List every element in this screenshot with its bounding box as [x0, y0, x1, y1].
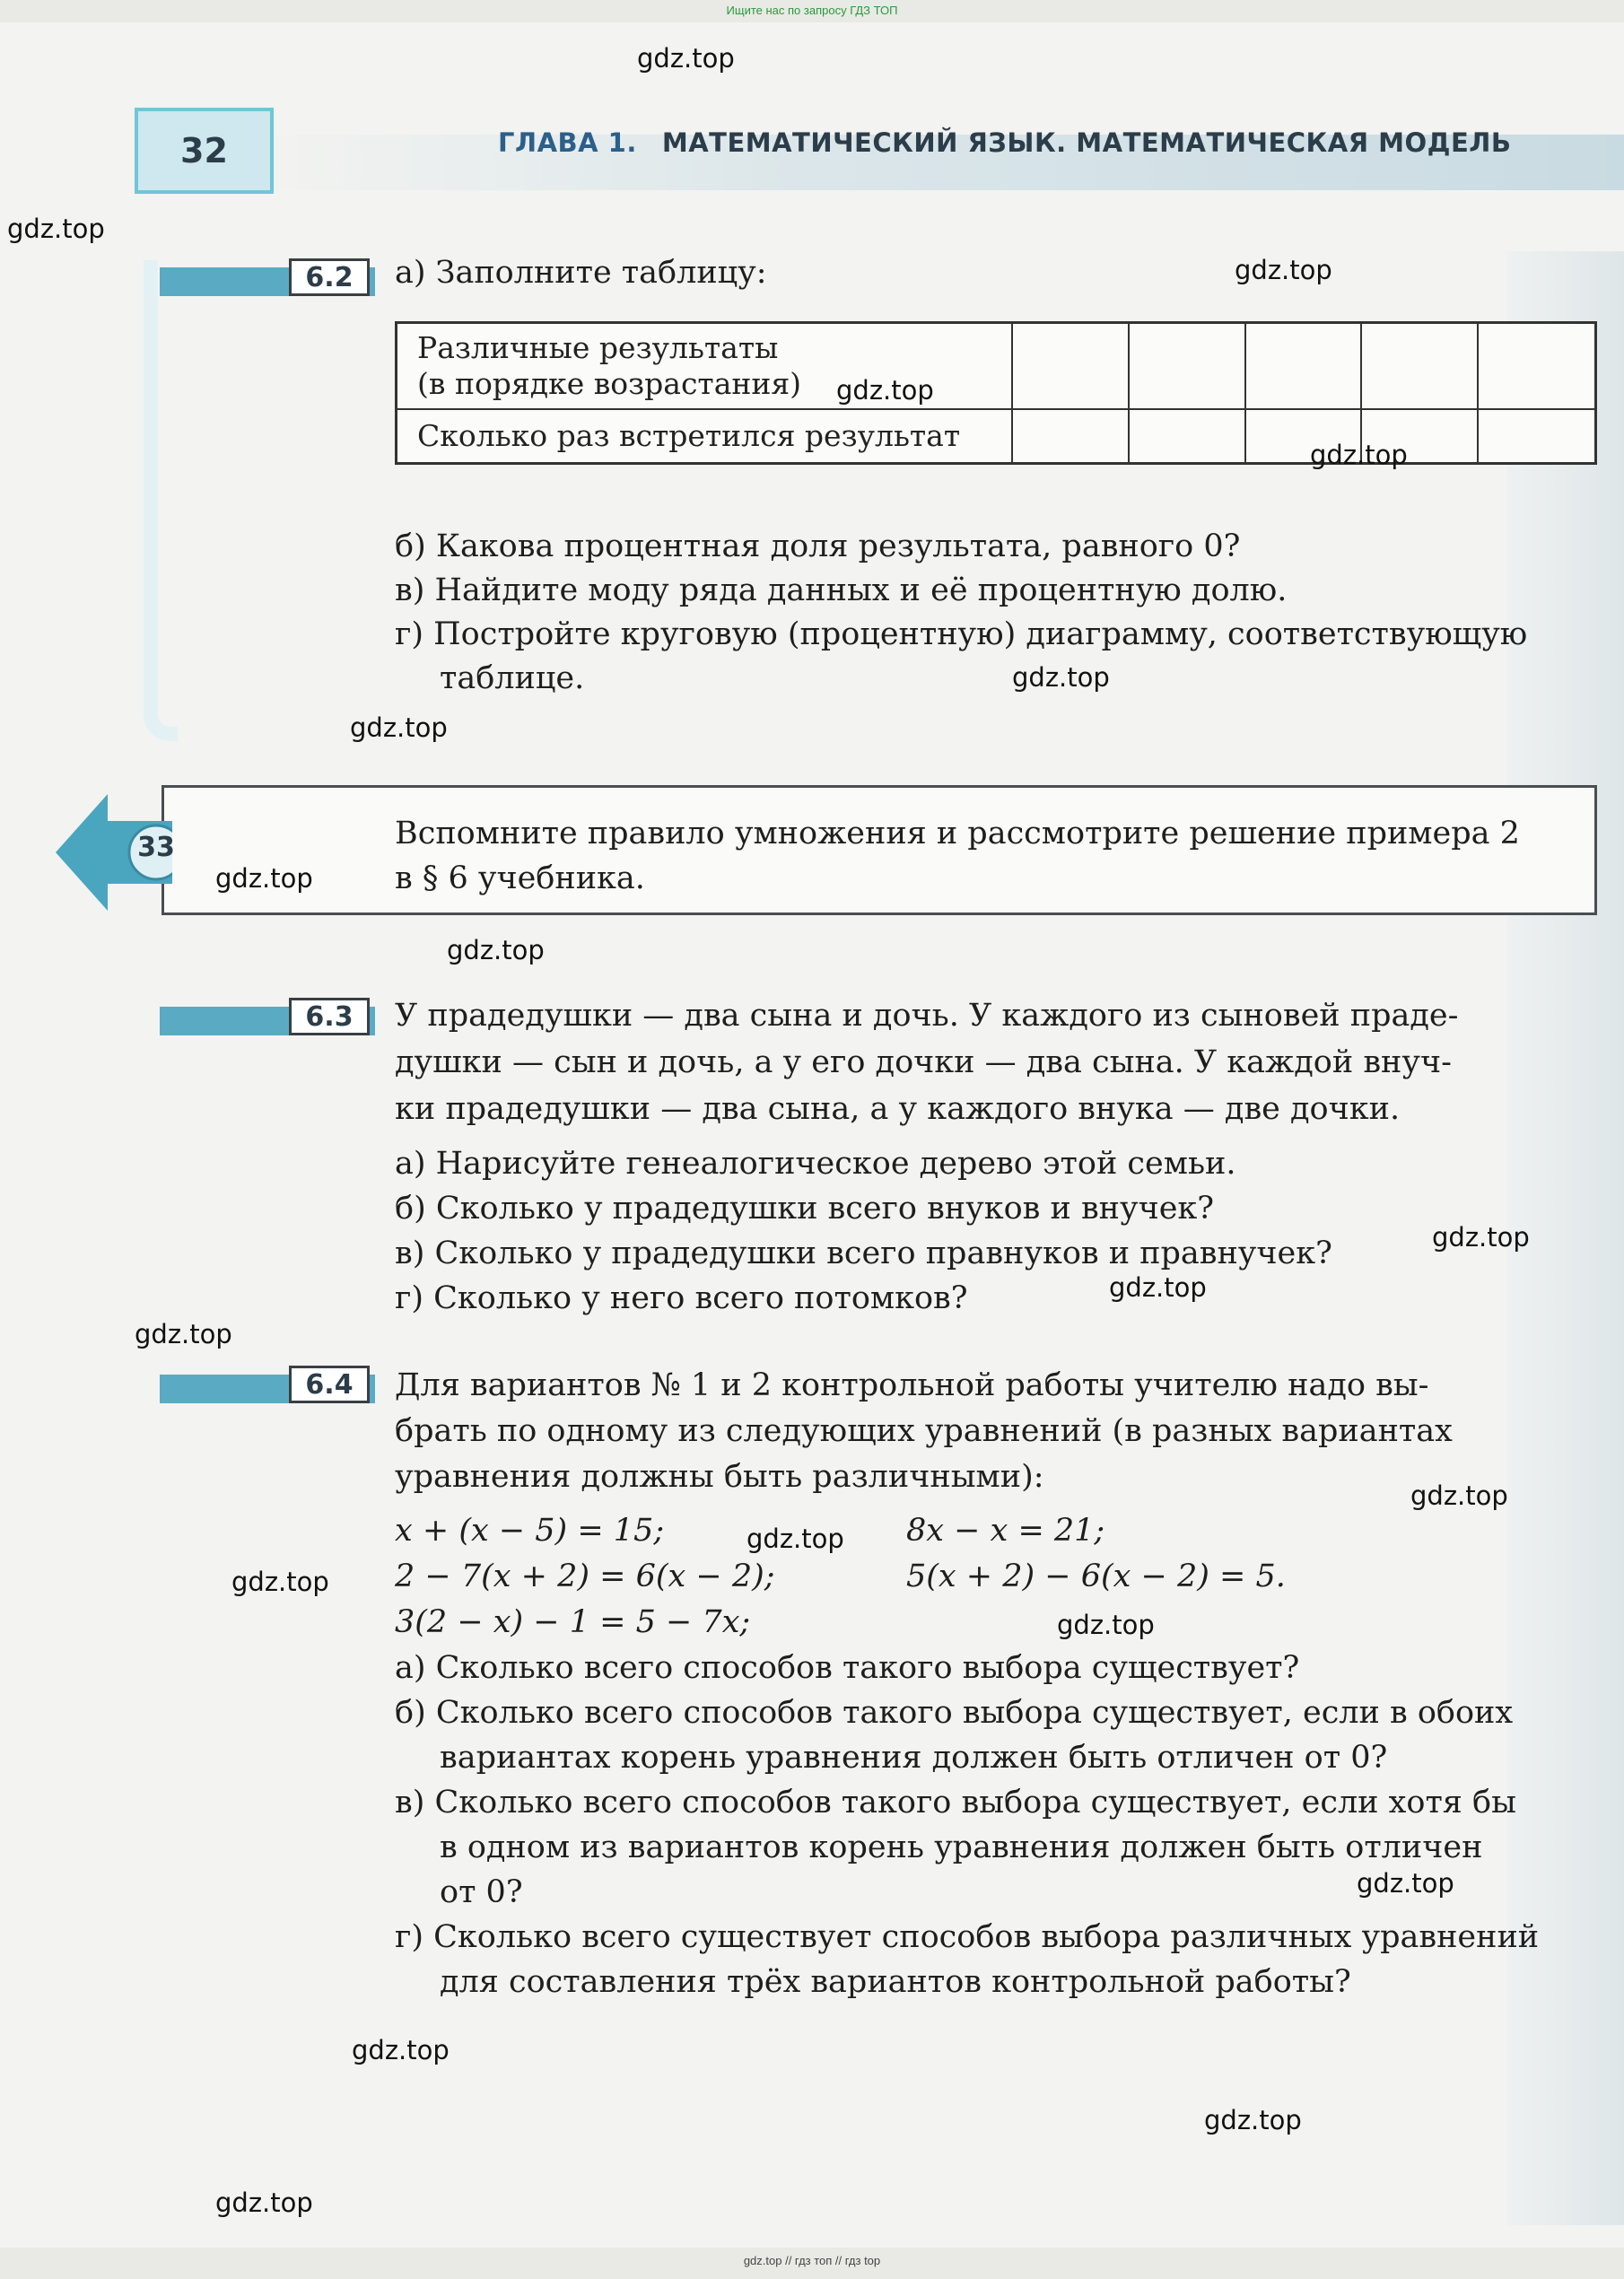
- watermark: gdz.top: [1357, 1868, 1454, 1899]
- exercise-text: в) Сколько у прадедушки всего правнуков и правнучек?: [395, 1236, 1332, 1271]
- equation: 8x − x = 21;: [906, 1513, 1105, 1549]
- exercise-text: ки прадедушки — два сына, а у каждого внука — две дочки.: [395, 1091, 1401, 1127]
- table-cell: [1012, 323, 1129, 409]
- reference-page-number: 33: [137, 832, 175, 863]
- chapter-heading: [498, 127, 1511, 158]
- exercise-text: б) Какова процентная доля результата, равного 0?: [395, 528, 1241, 564]
- watermark: gdz.top: [352, 2035, 450, 2065]
- bottom-note: gdz.top // гдз топ // гдз top: [743, 2254, 881, 2267]
- watermark: gdz.top: [1235, 255, 1332, 285]
- chapter-title: МАТЕМАТИЧЕСКИЙ ЯЗЫК. МАТЕМАТИЧЕСКАЯ МОДЕЛЬ: [661, 127, 1512, 158]
- exercise-text: душки — сын и дочь, а у его дочки — два сына. У каждой внуч-: [395, 1044, 1452, 1080]
- exercise-text: от 0?: [440, 1874, 523, 1910]
- table-cell: [1245, 323, 1362, 409]
- exercise-text: в) Сколько всего способов такого выбора существует, если хотя бы: [395, 1785, 1516, 1821]
- watermark: gdz.top: [1432, 1222, 1530, 1253]
- reminder-text: в § 6 учебника.: [395, 860, 645, 896]
- watermark: gdz.top: [447, 935, 545, 965]
- watermark: gdz.top: [1310, 440, 1408, 470]
- equation: 3(2 − x) − 1 = 5 − 7x;: [395, 1604, 751, 1640]
- watermark: gdz.top: [1109, 1272, 1207, 1303]
- top-note: Ищите нас по запросу ГДЗ ТОП: [726, 4, 898, 17]
- table-cell: [1478, 409, 1595, 464]
- chapter-label: ГЛАВА 1.: [498, 127, 637, 158]
- exercise-text: вариантах корень уравнения должен быть отличен от 0?: [440, 1740, 1388, 1776]
- watermark: gdz.top: [1057, 1610, 1155, 1640]
- exercise-text: Для вариантов № 1 и 2 контрольной работы учителю надо вы-: [395, 1367, 1429, 1403]
- exercise-text: г) Сколько у него всего потомков?: [395, 1280, 968, 1316]
- table-cell: [1129, 409, 1245, 464]
- table-cell: [1012, 409, 1129, 464]
- watermark: gdz.top: [1012, 662, 1110, 693]
- exercise-number: 6.4: [289, 1366, 370, 1403]
- table-cell: [1478, 323, 1595, 409]
- exercise-number: 6.3: [289, 998, 370, 1035]
- watermark: gdz.top: [215, 2187, 313, 2218]
- watermark: gdz.top: [637, 43, 735, 74]
- equation: 5(x + 2) − 6(x − 2) = 5.: [906, 1559, 1286, 1594]
- reminder-text: Вспомните правило умножения и рассмотрите решение примера 2: [395, 816, 1520, 851]
- watermark: gdz.top: [1410, 1480, 1508, 1511]
- equation: x + (x − 5) = 15;: [395, 1513, 665, 1549]
- table-row-label: Сколько раз встретился результат: [397, 409, 1013, 464]
- exercise-text: в) Найдите моду ряда данных и её процентную долю.: [395, 572, 1288, 608]
- table-cell: [1129, 323, 1245, 409]
- watermark: gdz.top: [350, 712, 448, 743]
- exercise-text: б) Сколько у прадедушки всего внуков и внучек?: [395, 1191, 1215, 1227]
- exercise-text: брать по одному из следующих уравнений (в разных вариантах: [395, 1413, 1453, 1449]
- table-label-line: Различные результаты: [417, 329, 779, 365]
- exercise-text: г) Сколько всего существует способов выбора различных уравнений: [395, 1919, 1540, 1955]
- exercise-text: У прадедушки — два сына и дочь. У каждого из сыновей праде-: [395, 998, 1459, 1034]
- watermark: gdz.top: [231, 1567, 329, 1597]
- exercise-text: уравнения должны быть различными):: [395, 1459, 1044, 1495]
- data-table: [395, 321, 1597, 465]
- equation: 2 − 7(x + 2) = 6(x − 2);: [395, 1559, 775, 1594]
- exercise-text: а) Заполните таблицу:: [395, 255, 767, 291]
- watermark: gdz.top: [836, 375, 934, 406]
- page-number: 32: [135, 108, 274, 194]
- exercise-text: б) Сколько всего способов такого выбора существует, если в обоих: [395, 1695, 1514, 1731]
- exercise-text: г) Постройте круговую (процентную) диаграмму, соответствующую: [395, 616, 1528, 652]
- exercise-number: 6.2: [289, 258, 370, 296]
- exercise-text: в одном из вариантов корень уравнения должен быть отличен: [440, 1829, 1483, 1865]
- watermark: gdz.top: [215, 863, 313, 894]
- watermark: gdz.top: [747, 1524, 844, 1554]
- exercise-text: а) Нарисуйте генеалогическое дерево этой семьи.: [395, 1146, 1236, 1182]
- exercise-text: для составления трёх вариантов контрольной работы?: [440, 1964, 1351, 2000]
- table-label-line: (в порядке возрастания): [417, 365, 802, 401]
- watermark: gdz.top: [7, 214, 105, 244]
- exercise-text: а) Сколько всего способов такого выбора существует?: [395, 1650, 1300, 1686]
- section-bracket: [144, 260, 178, 741]
- table-cell: [1361, 323, 1478, 409]
- exercise-text: таблице.: [440, 660, 585, 696]
- watermark: gdz.top: [1204, 2105, 1302, 2135]
- watermark: gdz.top: [135, 1319, 232, 1349]
